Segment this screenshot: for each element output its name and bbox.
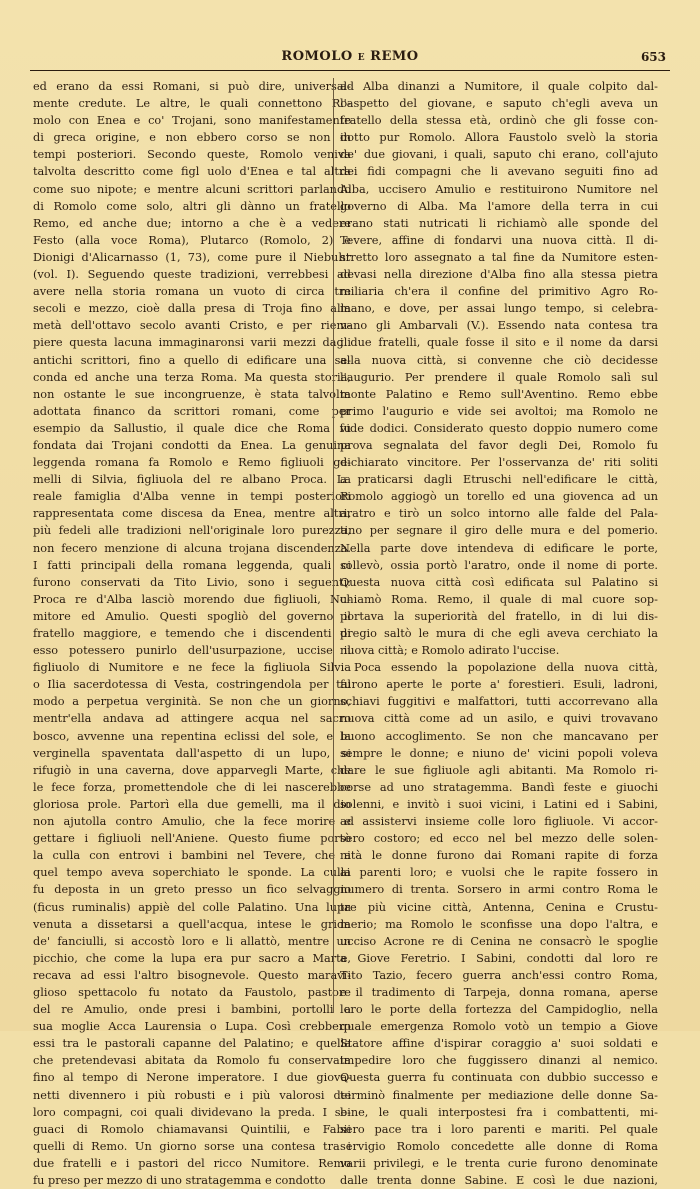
text-line: recava ad essi l'altro bisognevole. Questo maravi-	[33, 968, 351, 982]
text-line: Dionigi d'Alicarnasso (1, 73), come pure il Niebuhr	[33, 250, 351, 264]
text-line: Statore affine d'ispirar coraggio a' suoi soldati e	[340, 1037, 658, 1051]
text-line: solenni, e invitò i suoi vicini, i Latini ed i Sabini,	[340, 797, 658, 811]
text-line: Festo (alla voce Roma), Plutarco (Romolo, 2) e	[33, 233, 351, 247]
text-line: chiamò Roma. Remo, il quale di mal cuore sop-	[340, 592, 658, 606]
text-line: stretto loro assegnato a tal fine da Numitore esten-	[340, 250, 658, 264]
text-line: piere questa lacuna immaginaronsi varii mezzi dagli	[33, 336, 351, 350]
text-line: esempio da Sallustio, il quale dice che Roma fu	[33, 421, 351, 435]
text-line: servigio Romolo concedette alle donne di Roma	[340, 1139, 658, 1153]
text-line: numero di trenta. Sorsero in armi contro Roma le	[340, 883, 658, 897]
text-line: venuta a dissetarsi a quell'acqua, intese le grida	[33, 917, 351, 931]
text-line: furono aperte le porte a' forestieri. Esuli, ladroni,	[340, 678, 658, 692]
text-line: rifugiò in una caverna, dove apparvegli Marte, che	[33, 763, 351, 777]
text-line: le fece forza, promettendole che di lei nascerebbe	[33, 780, 351, 794]
text-line: adottata financo da scrittori romani, come per	[33, 404, 351, 418]
text-line: de' fanciulli, si accostò loro e li allattò, mentre un	[33, 934, 351, 948]
right-column	[340, 78, 658, 1189]
text-line: talvolta descritto come figl uolo d'Enea e tal altra	[33, 165, 351, 179]
text-line: portava la superiorità del fratello, in di lui dis-	[340, 609, 658, 623]
text-line: a Giove Feretrio. I Sabini, condotti dal loro re	[340, 951, 658, 965]
text-line: schiavi fuggitivi e malfattori, tutti accorrevano alla	[340, 695, 658, 709]
text-line: gettare i figliuoli nell'Aniene. Questo fiume portò	[33, 832, 351, 846]
text-line: prova segnalata del favor degli Dei, Romolo fu	[340, 438, 658, 452]
text-line: nità le donne furono dai Romani rapite di forza	[340, 849, 658, 863]
text-line: Poca essendo la popolazione della nuova città,	[354, 661, 658, 675]
text-line: Remo, ed anche due; intorno a che è a vedere	[33, 216, 351, 230]
text-line: netti divennero i più robusti e i più valorosi dei	[33, 1088, 351, 1102]
text-line: fratello maggiore, e temendo che i discendenti di	[33, 627, 351, 640]
text-line: buono accoglimento. Se non che mancavano per	[340, 729, 658, 743]
text-line: la culla con entrovi i bambini nel Tevere, che a	[33, 849, 351, 863]
text-line: loro le porte della fortezza del Campidoglio, nella	[340, 1003, 658, 1017]
text-line: I fatti principali della romana leggenda, quali ci	[33, 558, 351, 572]
text-line: figliuolo di Numitore e ne fece la figliuola Silvia	[33, 661, 351, 675]
text-line: merio; ma Romolo le sconfisse una dopo l'altra, e	[340, 917, 658, 931]
text-line: fino al tempo di Nerone imperatore. I due giova-	[33, 1071, 351, 1085]
text-line: bine, le quali interpostesi fra i combattenti, mi-	[340, 1105, 658, 1119]
text-line: essi tra le pastorali capanne del Palatino; e quella	[33, 1037, 351, 1051]
text-line: secoli e mezzo, cioè dalla presa di Troja fino alla	[33, 302, 351, 316]
text-line: dotto pur Romolo. Allora Faustolo svelò la storia	[340, 131, 658, 145]
text-line: dare le sue figliuole agli abitanti. Ma Romolo ri-	[340, 763, 658, 777]
text-line: non fecero menzione di alcuna trojana discendenza.	[33, 541, 351, 555]
running-title	[30, 49, 670, 64]
text-line: terminò finalmente per mediazione delle donne Sa-	[340, 1088, 658, 1102]
text-line: come suo nipote; e mentre alcuni scrittori parlando	[33, 182, 351, 196]
text-line: governo di Alba. Ma l'amore della terra in cui	[340, 199, 658, 213]
text-line: picchio, che come la lupa era pur sacro a Marte,	[33, 951, 351, 965]
text-line: pregio saltò le mura di che egli aveva cerchiato la	[340, 627, 658, 640]
text-line: alla nuova città, si convenne che ciò decidesse	[340, 353, 658, 367]
text-line: avere nella storia romana un vuoto di circa tre	[33, 285, 351, 299]
text-line: ad Alba dinanzi a Numitore, il quale colpito dal-	[340, 80, 658, 93]
text-line: mitore ed Amulio. Questi spogliò del governo il	[33, 609, 351, 623]
text-line: monte Palatino e Remo sull'Aventino. Remo ebbe	[340, 387, 658, 401]
text-line: non ostante le sue incongruenze, è stata talvolta	[33, 387, 351, 401]
text-line: mano, e dove, per assai lungo tempo, si celebra-	[340, 302, 658, 316]
text-line: de' due giovani, i quali, saputo chi erano, coll'ajuto	[340, 148, 658, 162]
text-line: dei fidi compagni che li avevano seguiti fino ad	[340, 165, 658, 179]
text-line: che pretendevasi abitata da Romolo fu conservata	[33, 1054, 351, 1068]
text-line: conda ed anche una terza Roma. Ma questa storia,	[33, 370, 351, 384]
text-line: fu deposta in un greto presso un fico selvaggio	[33, 883, 351, 897]
text-line: primo l'augurio e vide sei avoltoi; ma Romolo ne	[340, 404, 658, 418]
text-line: furono conservati da Tito Livio, sono i seguenti:	[33, 575, 351, 589]
text-line: mentr'ella andava ad attingere acqua nel sacro	[33, 712, 351, 726]
title-second: REMO	[370, 49, 419, 64]
text-line: o Ilia sacerdotessa di Vesta, costringendola per tal	[33, 678, 351, 692]
text-line: ad assistervi insieme colle loro figliuole. Vi accor-	[340, 815, 658, 829]
text-line: l'aspetto del giovane, e saputo ch'egli aveva un	[340, 97, 658, 111]
text-line: aratro e tirò un solco intorno alle falde del Pala-	[340, 507, 658, 521]
text-line: Questa guerra fu continuata con dubbio successo e	[340, 1071, 658, 1085]
text-line: antichi scrittori, fino a quello di edificare una se-	[33, 353, 351, 367]
text-line: mente credute. Le altre, le quali connettono Ro-	[33, 97, 351, 111]
text-line: tre più vicine città, Antenna, Cenina e Crustu-	[340, 900, 658, 914]
text-line: ai parenti loro; e vuolsi che le rapite fossero in	[340, 866, 658, 880]
text-line: dichiarato vincitore. Per l'osservanza de' riti soliti	[340, 456, 658, 470]
page-header	[30, 44, 670, 70]
text-line: Alba, uccisero Amulio e restituirono Numitore nel	[340, 182, 658, 196]
text-line: più fedeli alle tradizioni nell'originale loro purezza,	[33, 524, 351, 538]
text-line: Questa nuova città così edificata sul Palatino si	[340, 575, 658, 589]
text-line: sero costoro; ed ecco nel bel mezzo delle solen-	[340, 832, 658, 846]
text-line: fratello della stessa età, ordinò che gli fosse con-	[340, 114, 658, 128]
text-line: esso potessero punirlo dell'usurpazione, uccise il	[33, 644, 351, 658]
text-line: e il tradimento di Tarpeja, donna romana, aperse	[340, 985, 658, 999]
text-line: tempi posteriori. Secondo queste, Romolo veniva	[33, 148, 351, 162]
text-line: vano gli Ambarvali (V.). Essendo nata contesa tra	[340, 319, 658, 333]
text-line: loro compagni, coi quali dividevano la preda. I se-	[33, 1105, 351, 1119]
text-line: i due fratelli, quale fosse il sito e il nome da darsi	[340, 336, 658, 350]
header-rule	[30, 70, 670, 71]
text-line: non ajutolla contro Amulio, che la fece morire e	[33, 815, 351, 829]
text-line: Romolo aggiogò un torello ed una giovenca ad un	[340, 490, 658, 504]
text-line: miliaria ch'era il confine del primitivo Agro Ro-	[340, 285, 658, 299]
title-main: ROMOLO	[281, 49, 353, 64]
text-line: nuova città come ad un asilo, e quivi trovavano	[340, 712, 658, 726]
text-line: nuova città; e Romolo adirato l'uccise.	[340, 644, 560, 658]
text-line: bosco, avvenne una repentina eclissi del sole, e la	[33, 729, 351, 743]
page-number: 653	[640, 50, 666, 64]
column-divider	[333, 78, 334, 1013]
text-line: di greca origine, e non ebbero corso se non in	[33, 131, 351, 145]
left-column	[33, 78, 351, 1189]
text-line: quelli di Remo. Un giorno sorse una contesa tra i	[33, 1139, 351, 1153]
text-line: di Romolo come solo, altri gli dànno un fratello	[33, 199, 351, 213]
text-line: molo con Enea e co' Trojani, sono manifestamente	[33, 114, 351, 128]
text-line: modo a perpetua verginità. Se non che un giorno,	[33, 695, 351, 709]
text-line: ucciso Acrone re di Cenina ne consacrò le spoglie	[340, 934, 658, 948]
text-line: rappresentata come discesa da Enea, mentre altri,	[33, 507, 351, 521]
text-line: glioso spettacolo fu notato da Faustolo, pastore	[33, 985, 351, 999]
text-line: corse ad uno stratagemma. Bandì feste e giuochi	[340, 780, 658, 794]
text-line: Proca re d'Alba lasciò morendo due figliuoli, Nu-	[33, 592, 351, 606]
text-line: guaci di Romolo chiamavansi Quintilii, e Fabii	[33, 1122, 351, 1136]
text-line: impedire loro che fuggissero dinanzi al nemico.	[340, 1054, 658, 1068]
text-line: sempre le donne; e niuno de' vicini popoli voleva	[340, 746, 658, 760]
text-line: a praticarsi dagli Etruschi nell'edificare le città,	[340, 473, 658, 487]
text-line: (vol. I). Seguendo queste tradizioni, verrebbesi ad	[33, 268, 351, 282]
text-line: melli di Silvia, figliuola del re albano Proca. La	[33, 473, 351, 487]
text-line: quel tempo aveva soperchiato le sponde. La culla	[33, 866, 351, 880]
text-line: devasi nella direzione d'Alba fino alla stessa pietra	[340, 268, 658, 282]
text-line: sollevò, ossia portò l'aratro, onde il nome di porte.	[340, 558, 658, 572]
text-line: (ficus ruminalis) appiè del colle Palatino. Una lupa	[33, 900, 351, 914]
text-line: quale emergenza Romolo votò un tempio a Giove	[340, 1020, 658, 1034]
text-line: sero pace tra i loro parenti e mariti. Pel quale	[340, 1122, 658, 1136]
text-line: leggenda romana fa Romolo e Remo figliuoli ge-	[33, 456, 351, 470]
text-line: due fratelli e i pastori del ricco Numitore. Remo	[33, 1156, 351, 1170]
text-line: ed erano da essi Romani, si può dire, universal-	[33, 80, 351, 93]
text-line: verginella spaventata dall'aspetto di un lupo, si	[33, 746, 351, 760]
text-line: dalle trenta donne Sabine. E così le due nazioni,	[340, 1174, 658, 1187]
text-line: Tevere, affine di fondarvi una nuova città. Il di-	[340, 233, 658, 247]
text-line: gloriosa prole. Partorì ella due gemelli, ma il dio	[33, 797, 351, 811]
text-line: del re Amulio, onde presi i bambini, portolli a	[33, 1003, 351, 1017]
text-line: fondata dai Trojani condotti da Enea. La genuina	[33, 438, 351, 452]
text-line: varii privilegi, e le trenta curie furono denominate	[340, 1156, 658, 1170]
text-line: Tito Tazio, fecero guerra anch'essi contro Roma,	[340, 968, 658, 982]
title-conjunction: E	[357, 53, 366, 63]
text-line: fu preso per mezzo di uno stratagemma e condotto	[33, 1174, 326, 1187]
text-line: metà dell'ottavo secolo avanti Cristo, e per riem-	[33, 319, 351, 333]
text-line: l'augurio. Per prendere il quale Romolo salì sul	[340, 370, 658, 384]
text-line: vide dodici. Considerato questo doppio numero come	[340, 421, 658, 435]
text-line: Nella parte dove intendeva di edificare le porte,	[340, 541, 658, 555]
text-line: erano stati nutricati li richiamò alle sponde del	[340, 216, 658, 230]
text-line: sua moglie Acca Laurensia o Lupa. Così crebbero	[33, 1020, 351, 1034]
text-line: reale famiglia d'Alba venne in tempi posteriori	[33, 490, 351, 504]
text-line: tino per segnare il giro delle mura e del pomerio.	[340, 524, 658, 538]
